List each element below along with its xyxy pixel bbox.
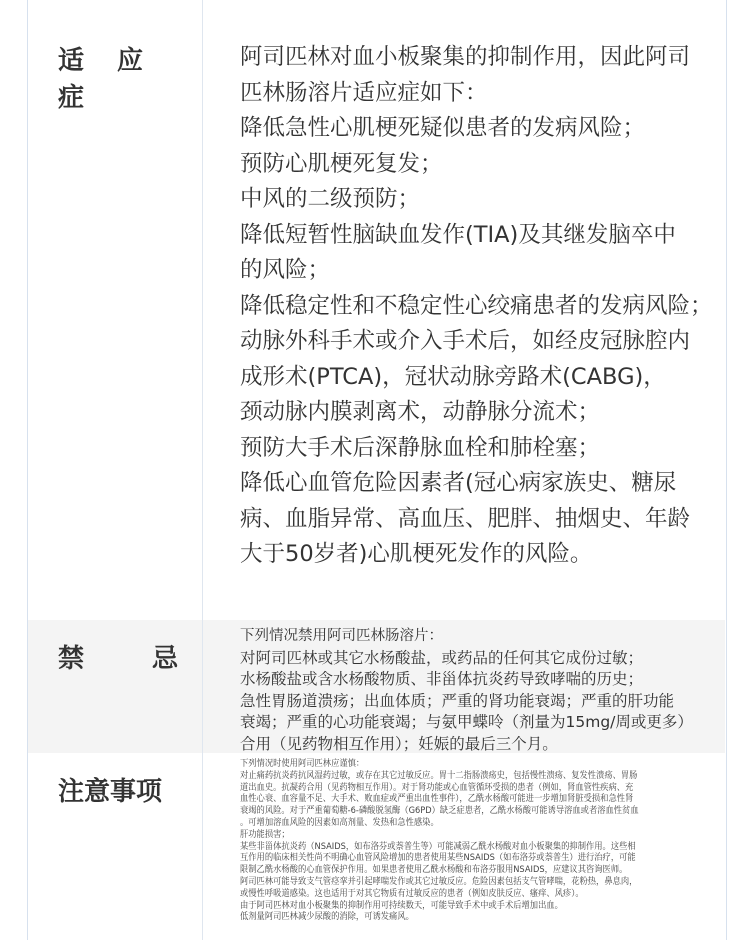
indications-line: 中风的二级预防； <box>240 186 421 212</box>
indications-line: 降低短暂性脑缺血发作(TIA)及其继发脑卒中 <box>240 221 676 248</box>
indications-line: 预防心肌梗死复发； <box>240 150 443 177</box>
precautions-label: 注意事项 <box>58 777 163 807</box>
indications-line: 预防大手术后深静脉血栓和肺栓塞； <box>240 434 601 461</box>
contraindications-line: 合用（见药物相互作用）；妊娠的最后三个月。 <box>240 734 558 753</box>
indications-line: 颈动脉内膜剥离术，动静脉分流术； <box>240 399 601 425</box>
contraindications-intro: 下列情况禁用阿司匹林肠溶片： <box>240 628 443 644</box>
precautions-line: 限制乙酰水杨酸的心血管保护作用。如果患者使用乙酰水杨酸和布洛芬服用NSAIDS，应建议其咨询医师。 <box>240 865 628 876</box>
column-divider <box>202 0 203 940</box>
contraindications-line: 急性胃肠道溃疡；出血体质；严重的肾功能衰竭；严重的肝功能 <box>240 691 675 710</box>
indications-line: 降低急性心肌梗死疑似患者的发病风险； <box>240 115 646 141</box>
indications-line: 成形术(PTCA)，冠状动脉旁路术(CABG)， <box>240 363 666 390</box>
precautions-line: 道出血史。抗凝药合用（见药物相互作用）。对于肾功能或心血管循环受损的患者（例如，肾血管性疾病、充 <box>240 782 634 793</box>
precautions-line: 肝功能损害； <box>240 829 290 840</box>
precautions-line: 下列情况时使用阿司匹林应谨慎： <box>240 759 365 769</box>
precautions-section <box>28 753 725 940</box>
indications-line: 大于50岁者)心肌梗死发作的风险。 <box>240 541 593 567</box>
precautions-line: 互作用的临床相关性尚不明确心血管风险增加的患者使用某些NSAIDS（如布洛芬或萘普生）进行治疗，可能 <box>240 853 636 864</box>
precautions-line: 对止痛药抗炎药抗风湿药过敏，或存在其它过敏反应。胃十二指肠溃疡史，包括慢性溃疡、复发性溃疡、胃肠 <box>240 770 638 781</box>
indications-line: 病、血脂异常、高血压、肥胖、抽烟史、年龄 <box>240 505 691 532</box>
indications-text <box>240 40 725 573</box>
contraindications-label <box>58 638 178 675</box>
precautions-line: 某些非甾体抗炎药（NSAIDS，如布洛芬或萘普生等）可能减弱乙酰水杨酸对血小板聚集的抑制作用。这些相 <box>240 841 636 852</box>
contraindications-label-char-2: 忌 <box>151 644 178 674</box>
contraindications-label-char-1: 禁 <box>58 644 85 674</box>
precautions-line: 低剂量阿司匹林减少尿酸的消除，可诱发痛风。 <box>240 912 414 923</box>
precautions-line: 。可增加溶血风险的因素如高剂量、发热和急性感染。 <box>240 817 439 828</box>
indications-label: 适 应 症 <box>58 46 156 113</box>
precautions-line: 阿司匹林可能导致支气管痉挛并引起哮喘发作或其它过敏反应。危险因素包括支气管哮喘，花粉热，鼻息肉， <box>240 876 638 887</box>
contraindications-line: 衰竭；严重的心功能衰竭；与氨甲蝶呤（剂量为15mg/周或更多） <box>240 713 693 731</box>
precautions-line: 由于阿司匹林对血小板聚集的抑制作用可持续数天，可能导致手术中或手术后增加出血。 <box>240 900 563 911</box>
precautions-line: 血性心衰、血容量不足、大手术、败血症或严重出血性事件），乙酰水杨酸可能进一步增加肾脏受损和急性肾 <box>240 794 634 805</box>
precautions-line: 衰竭的风险。对于严重葡萄糖-6-磷酸脱氢酶（G6PD）缺乏症患者，乙酰水杨酸可能诱导溶血或者溶血性贫血 <box>240 806 639 817</box>
precautions-line: 或慢性呼吸道感染。这也适用于对其它物质有过敏反应的患者（例如皮肤反应、瘙痒、风疹）。 <box>240 888 584 899</box>
contraindications-text <box>240 626 725 755</box>
indications-section <box>28 0 725 620</box>
indications-line: 动脉外科手术或介入手术后，如经皮冠脉腔内 <box>240 328 691 354</box>
indications-line: 降低心血管危险因素者(冠心病家族史、糖尿 <box>240 470 677 496</box>
contraindications-section <box>28 620 725 753</box>
indications-line: 阿司匹林对血小板聚集的抑制作用，因此阿司 <box>240 44 691 70</box>
precautions-text <box>240 759 686 924</box>
contraindications-line: 水杨酸盐或含水杨酸物质、非甾体抗炎药导致哮喘的历史； <box>240 670 644 688</box>
indications-line: 匹林肠溶片适应症如下： <box>240 79 488 106</box>
indications-line: 的风险； <box>240 257 331 283</box>
indications-line: 降低稳定性和不稳定性心绞痛患者的发病风险； <box>240 292 713 319</box>
contraindications-line: 对阿司匹林或其它水杨酸盐，或药品的任何其它成份过敏； <box>240 648 644 667</box>
